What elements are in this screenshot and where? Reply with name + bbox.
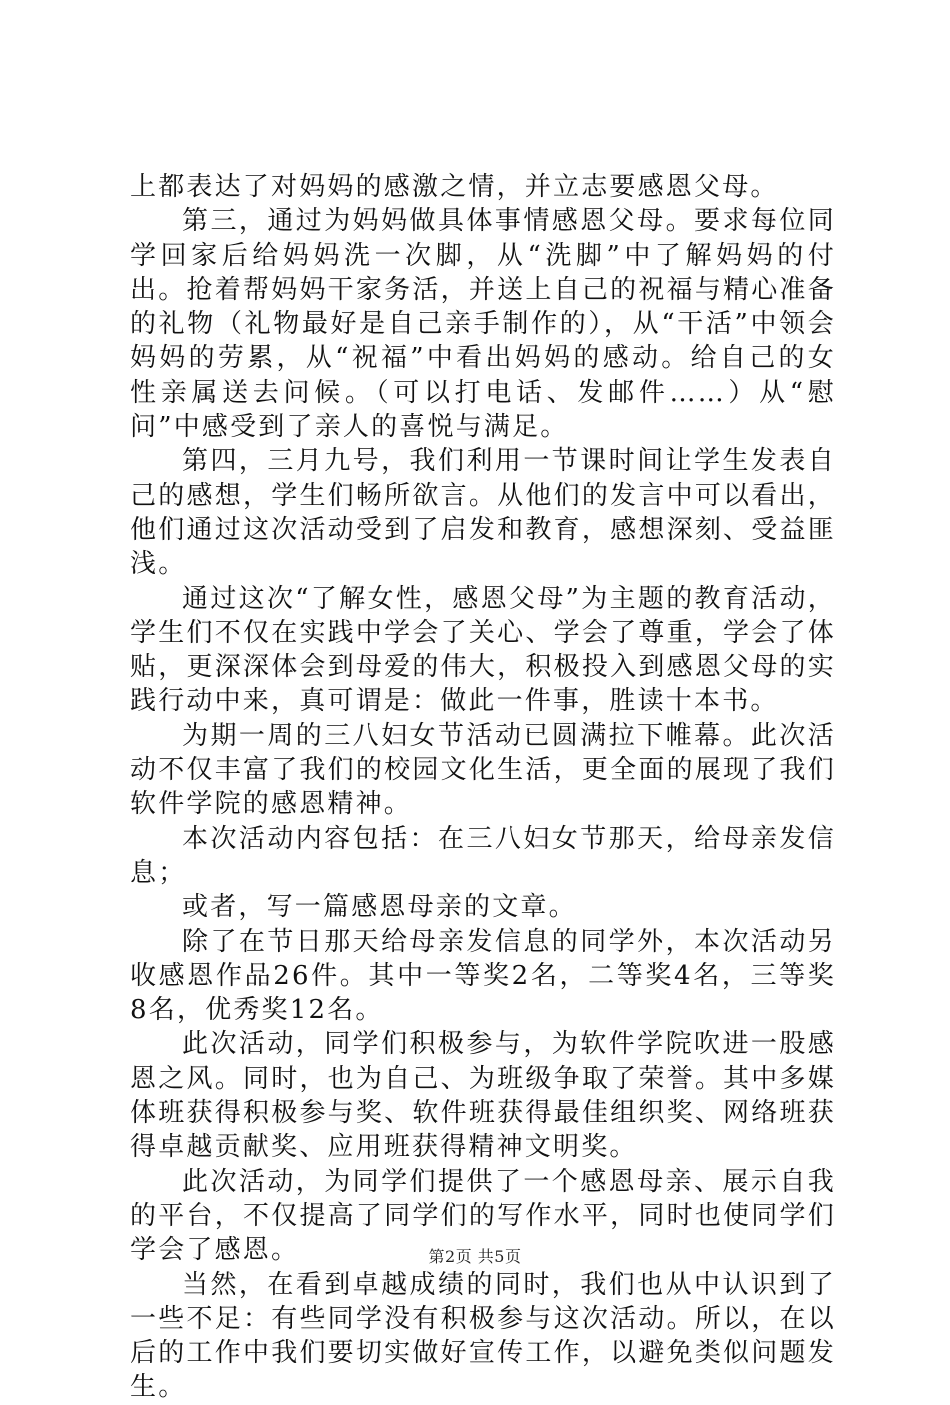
paragraph-9: 此次活动，同学们积极参与，为软件学院吹进一股感恩之风。同时，也为自己、为班级争取了荣誉。其中多媒体班获得积极参与奖、软件班获得最佳组织奖、网络班获得卓越贡献奖、应用班获得精神文明奖。 <box>130 1029 836 1163</box>
paragraph-4: 通过这次“了解女性，感恩父母”为主题的教育活动，学生们不仅在实践中学会了关心、学会了尊重，学会了体贴，更深深体会到母爱的伟大，积极投入到感恩父母的实践行动中来，真可谓是：做此一件事，胜读十本书。 <box>130 583 836 717</box>
paragraph-2: 第三，通过为妈妈做具体事情感恩父母。要求每位同学回家后给妈妈洗一次脚，从“洗脚”中了解妈妈的付出。抢着帮妈妈干家务活，并送上自己的祝福与精心准备的礼物（礼物最好是自己亲手制作的），从“干活”中领会妈妈的劳累，从“祝福”中看出妈妈的感动。给自己的女性亲属送去问候。（可以打电话、发邮件……）从“慰问”中感受到了亲人的喜悦与满足。 <box>130 206 836 443</box>
paragraph-8: 除了在节日那天给母亲发信息的同学外，本次活动另收感恩作品26件。其中一等奖2名，二等奖4名，三等奖8名，优秀奖12名。 <box>130 926 836 1026</box>
paragraph-6: 本次活动内容包括：在三八妇女节那天，给母亲发信息； <box>130 823 836 888</box>
paragraph-7: 或者，写一篇感恩母亲的文章。 <box>182 892 577 923</box>
paragraph-3: 第四，三月九号，我们利用一节课时间让学生发表自己的感想，学生们畅所欲言。从他们的发言中可以看出，他们通过这次活动受到了启发和教育，感想深刻、受益匪浅。 <box>130 446 836 580</box>
paragraph-11: 当然，在看到卓越成绩的同时，我们也从中认识到了一些不足：有些同学没有积极参与这次活动。所以，在以后的工作中我们要切实做好宣传工作，以避免类似问题发生。 <box>130 1269 836 1403</box>
page-number-footer: 第2页 共5页 <box>428 1247 522 1266</box>
paragraph-1: 上都表达了对妈妈的感激之情，并立志要感恩父母。 <box>130 172 779 202</box>
document-body <box>130 170 836 1405</box>
paragraph-5: 为期一周的三八妇女节活动已圆满拉下帷幕。此次活动不仅丰富了我们的校园文化生活，更全面的展现了我们软件学院的感恩精神。 <box>130 720 836 820</box>
paragraph-10: 此次活动，为同学们提供了一个感恩母亲、展示自我的平台，不仅提高了同学们的写作水平，同时也使同学们学会了感恩。 <box>130 1166 836 1266</box>
